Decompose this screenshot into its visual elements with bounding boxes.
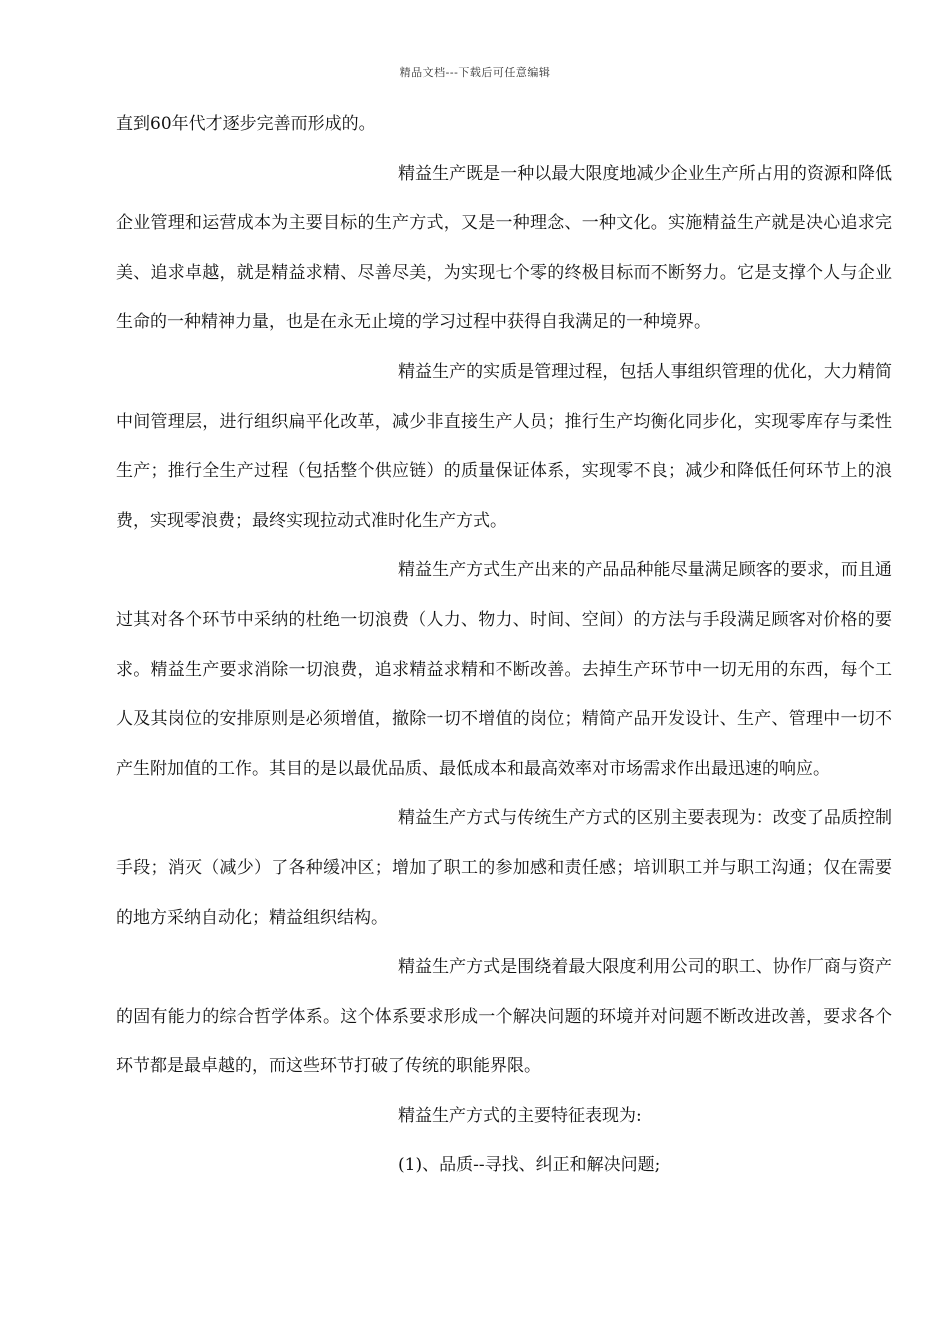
paragraph-differences: 精益生产方式与传统生产方式的区别主要表现为：改变了品质控制手段；消灭（减少）了各种缓冲区；增加了职工的参加感和责任感；培训职工并与职工沟通；仅在需要的地方采纳自动化；精益组织结构。 — [116, 808, 892, 928]
document-body — [116, 100, 892, 1191]
paragraph-definition: 精益生产既是一种以最大限度地减少企业生产所占用的资源和降低企业管理和运营成本为主要目标的生产方式，又是一种理念、一种文化。实施精益生产就是决心追求完美、追求卓越，就是精益求精、尽善尽美，为实现七个零的终极目标而不断努力。它是支撑个人与企业生命的一种精神力量，也是在永无止境的学习过程中获得自我满足的一种境界。 — [116, 163, 892, 333]
list-item-quality: (1)、品质--寻找、纠正和解决问题; — [398, 1155, 661, 1176]
paragraph-philosophy: 精益生产方式是围绕着最大限度利用公司的职工、协作厂商与资产的固有能力的综合哲学体系。这个体系要求形成一个解决问题的环境并对问题不断改进改善，要求各个环节都是最卓越的，而这些环节打破了传统的职能界限。 — [116, 957, 892, 1077]
paragraph-essence: 精益生产的实质是管理过程，包括人事组织管理的优化，大力精简中间管理层，进行组织扁平化改革，减少非直接生产人员；推行生产均衡化同步化，实现零库存与柔性生产；推行全生产过程（包括整个供应链）的质量保证体系，实现零不良；减少和降低任何环节上的浪费，实现零浪费；最终实现拉动式准时化生产方式。 — [116, 361, 892, 531]
page-header: 精品文档---下载后可任意编辑 — [399, 66, 551, 79]
paragraph-customer: 精益生产方式生产出来的产品品种能尽量满足顾客的要求，而且通过其对各个环节中采纳的杜绝一切浪费（人力、物力、时间、空间）的方法与手段满足顾客对价格的要求。精益生产要求消除一切浪费，追求精益求精和不断改善。去掉生产环节中一切无用的东西，每个工人及其岗位的安排原则是必须增值，撤除一切不增值的岗位；精简产品开发设计、生产、管理中一切不产生附加值的工作。其目的是以最优品质、最低成本和最高效率对市场需求作出最迅速的响应。 — [116, 560, 892, 779]
paragraph-continuation: 直到60年代才逐步完善而形成的。 — [116, 114, 376, 134]
paragraph-features-heading: 精益生产方式的主要特征表现为: — [398, 1105, 642, 1126]
